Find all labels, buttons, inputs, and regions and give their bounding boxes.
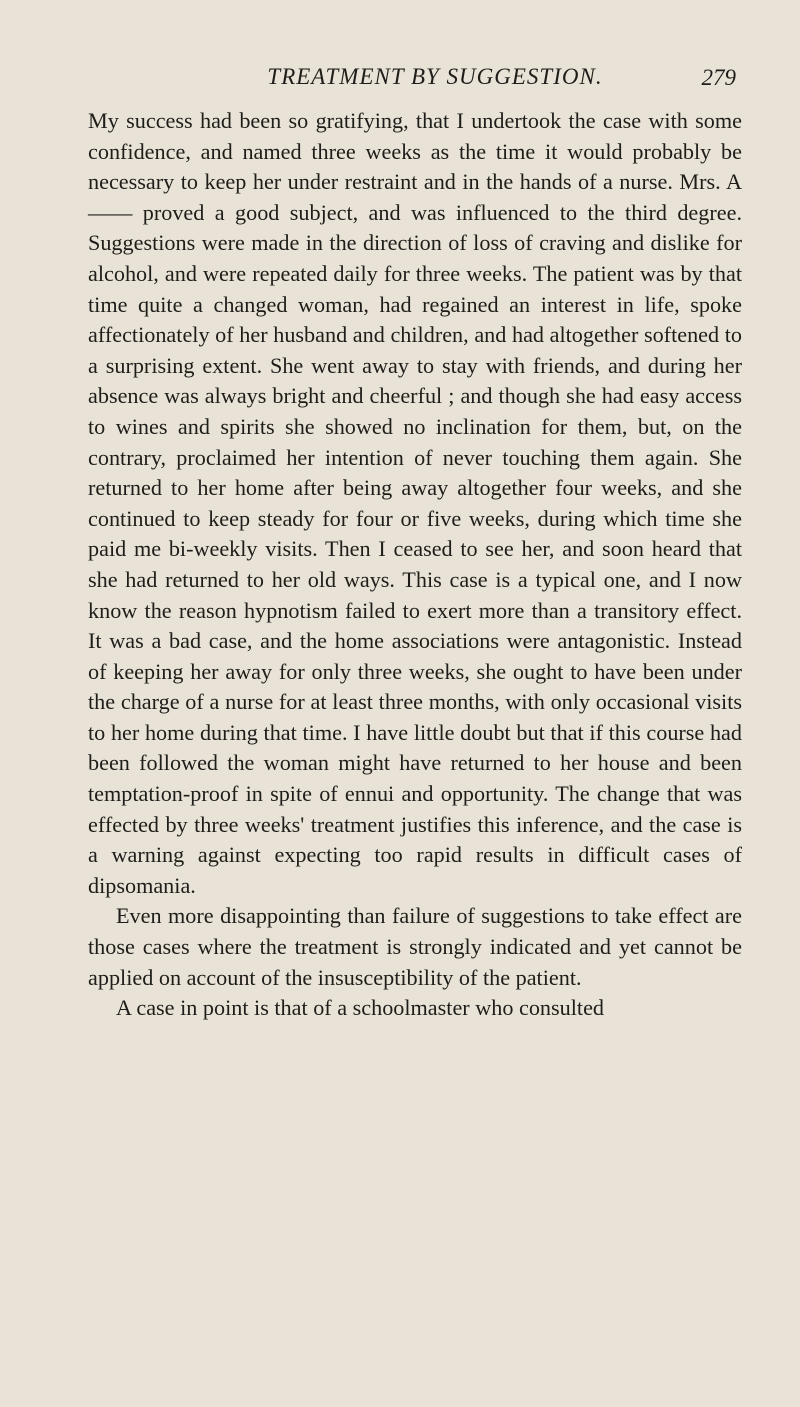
paragraph: My success had been so gratifying, that I undertook the case with some confidence, and named three weeks as the time it would probably be necessary to keep her under restraint and in the hands of a nurse. Mrs. A—— proved a good subject, and was influenced to the third degree. Suggestions were made in the direction of loss of craving and dislike for alcohol, and were repeated daily for three weeks. The patient was by that time quite a changed woman, had regained an interest in life, spoke affectionately of her husband and children, and had altogether softened to a surprising extent. She went away to stay with friends, and during her absence was always bright and cheerful ; and though she had easy access to wines and spirits she showed no inclination for them, but, on the contrary, proclaimed her intention of never touching them again. She returned to her home after being away altogether four weeks, and she continued to keep steady for four or five weeks, during which time she paid me bi-weekly visits. Then I ceased to see her, and soon heard that she had returned to her old ways. This case is a typical one, and I now know the reason hypnotism failed to exert more than a transitory effect. It was a bad case, and the home associations were antagonistic. Instead of keeping her away for only three weeks, she ought to have been under the charge of a nurse for at least three months, with only occasional visits to her home during that time. I have little doubt but that if this course had been followed the woman might have returned to her house and been temptation-proof in spite of ennui and opportunity. The change that was effected by three weeks' treatment justifies this inference, and the case is a warning against expecting too rapid results in difficult cases of dipsomania. (88, 108, 742, 898)
paragraph: A case in point is that of a schoolmaster who consulted (116, 995, 605, 1021)
paragraph: Even more disappointing than failure of suggestions to take effect are those cases where the treatment is strongly indicated and yet cannot be applied on account of the insusceptibility of the patient. (88, 903, 742, 990)
running-title: TREATMENT BY SUGGESTION. (267, 64, 603, 89)
running-header (88, 56, 742, 96)
page-number: 279 (701, 65, 736, 90)
body-text (88, 106, 742, 1024)
